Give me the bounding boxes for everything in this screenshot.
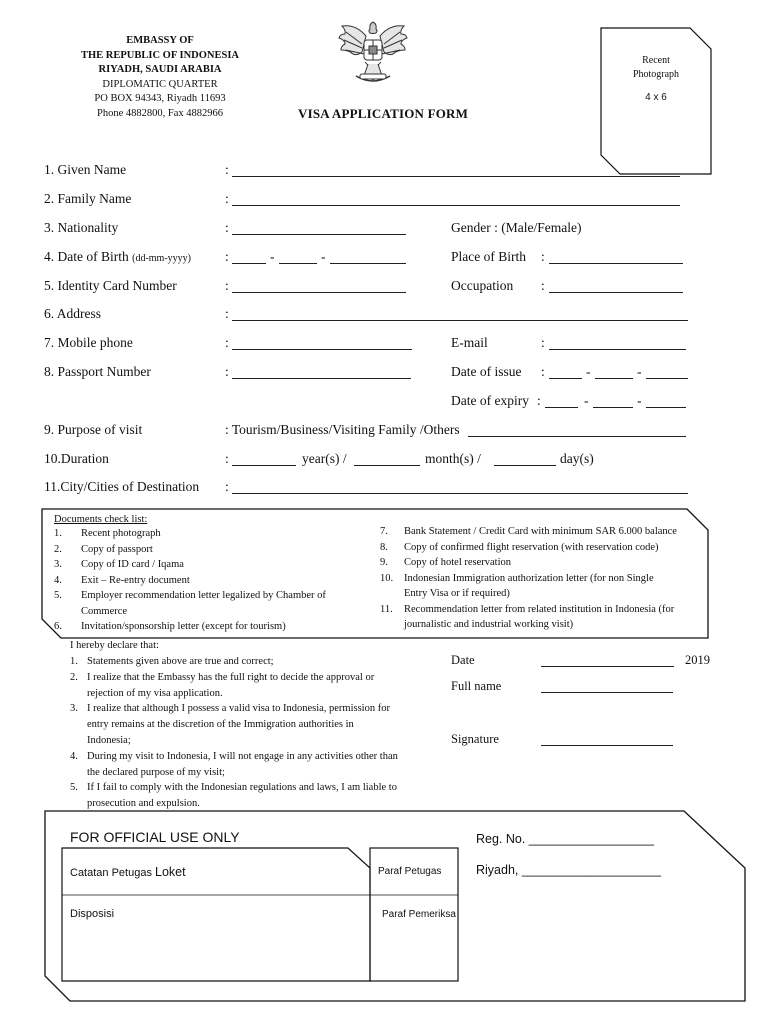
docs-item-text: Recent photograph <box>81 528 161 539</box>
docs-item <box>54 542 374 558</box>
label-gender: Gender : (Male/Female) <box>451 220 582 235</box>
docs-item-num: 11. <box>380 603 393 615</box>
duration-months-field[interactable] <box>354 465 420 466</box>
label-family-name: 2. Family Name <box>44 191 132 206</box>
docs-item-num: 4. <box>54 574 62 586</box>
docs-item-text: Commerce <box>81 605 128 617</box>
occupation-field[interactable] <box>549 292 683 293</box>
declaration-item <box>70 733 422 749</box>
declaration-text: entry remains at the discretion of the Immigration authorities in <box>87 719 354 731</box>
place-of-birth-field[interactable] <box>549 263 683 264</box>
docs-item-text: Copy of ID card / Iqama <box>81 559 184 570</box>
photo-label-line-2: Photograph <box>632 69 680 80</box>
declaration-num: 3. <box>70 703 78 715</box>
docs-list-left <box>54 526 374 635</box>
expiry-month-field[interactable] <box>593 407 633 408</box>
label-identity-card: 5. Identity Card Number <box>44 278 177 293</box>
declaration-text: Indonesia; <box>87 734 131 746</box>
colon: : <box>225 451 229 466</box>
issue-year-field[interactable] <box>646 378 688 379</box>
declaration-item <box>70 686 422 702</box>
photo-label-line-1: Recent <box>642 55 670 66</box>
colon: : <box>225 479 229 494</box>
label-mobile-phone: 7. Mobile phone <box>44 335 133 350</box>
passport-number-field[interactable] <box>232 378 411 379</box>
docs-item-text: Employer recommendation letter legalized by Chamber of <box>81 590 326 601</box>
months-label: month(s) / <box>425 451 481 466</box>
docs-item-num: 10. <box>380 572 394 584</box>
dash: - <box>637 364 642 379</box>
label-full-name: Full name <box>451 679 502 693</box>
label-signature: Signature <box>451 732 499 746</box>
loket-label: Loket <box>155 865 186 879</box>
years-label: year(s) / <box>302 451 347 466</box>
purpose-other-field[interactable] <box>468 436 686 437</box>
colon: : <box>225 191 229 206</box>
paraf-petugas-label: Paraf Petugas <box>378 866 442 877</box>
label-passport-number: 8. Passport Number <box>44 364 151 379</box>
colon: : <box>225 162 229 177</box>
family-name-field[interactable] <box>232 205 680 206</box>
docs-item-num: 2. <box>54 543 62 555</box>
dob-day-field[interactable] <box>232 263 266 264</box>
header-line-5: PO BOX 94343, Riyadh 11693 <box>94 93 226 104</box>
mobile-phone-field[interactable] <box>232 349 412 350</box>
colon: : <box>225 306 229 321</box>
colon: : <box>225 364 229 379</box>
city-destination-field[interactable] <box>232 493 688 494</box>
docs-item <box>54 573 374 589</box>
label-date-of-expiry: Date of expiry <box>451 393 529 408</box>
docs-item-text: Recommendation letter from related institution in Indonesia (for <box>404 603 675 615</box>
label-occupation: Occupation <box>451 278 514 293</box>
docs-item <box>54 526 374 542</box>
docs-item <box>380 617 710 633</box>
label-nationality: 3. Nationality <box>44 220 119 235</box>
declaration-text: prosecution and expulsion. <box>87 798 200 810</box>
email-field[interactable] <box>549 349 686 350</box>
declaration-text: the declared purpose of my visit; <box>87 766 225 778</box>
declaration-text: During my visit to Indonesia, I will not engage in any activities other than <box>87 750 398 762</box>
riyadh-field[interactable]: Riyadh, ____________________ <box>476 863 661 877</box>
declaration-text: rejection of my visa application. <box>87 687 223 699</box>
disposisi-label: Disposisi <box>70 908 115 920</box>
declaration-num: 2. <box>70 671 78 683</box>
duration-years-field[interactable] <box>232 465 296 466</box>
label-address: 6. Address <box>44 306 101 321</box>
date-field[interactable] <box>541 666 674 667</box>
docs-heading: Documents check list: <box>54 514 148 525</box>
dash: - <box>637 393 642 408</box>
docs-item <box>380 540 710 556</box>
docs-item <box>380 586 710 602</box>
catatan-label: Catatan Petugas <box>70 867 152 879</box>
declaration-list <box>70 654 422 812</box>
dash: - <box>586 364 591 379</box>
label-duration: 10.Duration <box>44 451 109 466</box>
dash: - <box>321 249 326 264</box>
issue-month-field[interactable] <box>595 378 633 379</box>
docs-item <box>54 619 374 635</box>
dash: - <box>584 393 589 408</box>
days-label: day(s) <box>560 451 594 466</box>
docs-item <box>380 571 710 587</box>
docs-item-text: Copy of passport <box>81 543 153 555</box>
docs-item-text: Entry Visa or if required) <box>404 588 510 599</box>
docs-item-num: 3. <box>54 559 62 570</box>
docs-item-num: 7. <box>380 526 388 537</box>
dob-label: 4. Date of Birth <box>44 249 129 264</box>
dob-month-field[interactable] <box>279 263 317 264</box>
declaration-intro: I hereby declare that: <box>70 640 159 651</box>
docs-item-num: 8. <box>380 541 388 553</box>
docs-item-text: journalistic and industrial working visit) <box>404 619 574 630</box>
photo-label <box>600 54 712 82</box>
declaration-item <box>70 670 422 686</box>
declaration-num: 4. <box>70 750 78 762</box>
label-purpose-of-visit: 9. Purpose of visit <box>44 422 143 437</box>
docs-item-num: 5. <box>54 590 62 601</box>
docs-item-text: Bank Statement / Credit Card with minimum SAR 6.000 balance <box>404 526 677 537</box>
declaration-num: 5. <box>70 782 78 794</box>
declaration-item <box>70 749 422 765</box>
docs-item <box>380 524 710 540</box>
declaration-item <box>70 654 422 670</box>
embassy-header <box>40 34 280 121</box>
declaration-text: If I fail to comply with the Indonesian regulations and laws, I am liable to <box>87 782 397 794</box>
issue-day-field[interactable] <box>549 378 582 379</box>
declaration-text: Statements given above are true and correct; <box>87 656 274 667</box>
declaration-text: I realize that the Embassy has the full right to decide the approval or <box>87 671 375 683</box>
colon: : <box>225 249 229 264</box>
duration-days-field[interactable] <box>494 465 556 466</box>
declaration-item <box>70 717 422 733</box>
label-date: Date <box>451 653 475 667</box>
colon: : <box>541 364 545 379</box>
year-label: 2019 <box>685 653 710 667</box>
docs-item <box>54 557 374 573</box>
dash: - <box>270 249 275 264</box>
label-date-of-birth <box>44 249 191 265</box>
colon: : <box>225 278 229 293</box>
docs-item-num: 1. <box>54 528 62 539</box>
dob-format: (dd-mm-yyyy) <box>132 253 191 264</box>
label-city-destination: 11.City/Cities of Destination <box>44 479 200 494</box>
identity-card-field[interactable] <box>232 292 406 293</box>
label-date-of-issue: Date of issue <box>451 364 522 379</box>
given-name-field[interactable] <box>232 176 680 177</box>
header-line-4: DIPLOMATIC QUARTER <box>102 78 218 90</box>
expiry-year-field[interactable] <box>646 407 686 408</box>
header-line-6: Phone 4882800, Fax 4882966 <box>97 107 223 119</box>
docs-item-num: 6. <box>54 621 62 632</box>
declaration-item <box>70 765 422 781</box>
docs-item-num: 9. <box>380 557 388 568</box>
dob-year-field[interactable] <box>330 263 406 264</box>
official-use-title: FOR OFFICIAL USE ONLY <box>70 829 240 845</box>
garuda-emblem-icon <box>338 18 408 90</box>
docs-item-text: Exit – Re-entry document <box>81 574 190 586</box>
label-place-of-birth: Place of Birth <box>451 249 526 264</box>
colon: : <box>537 393 541 408</box>
docs-item <box>54 588 374 604</box>
full-name-field[interactable] <box>541 692 673 693</box>
declaration-num: 1. <box>70 656 78 667</box>
colon: : <box>541 335 545 350</box>
docs-item-text: Copy of confirmed flight reservation (with reservation code) <box>404 541 659 553</box>
expiry-day-field[interactable] <box>545 407 578 408</box>
nationality-field[interactable] <box>232 234 406 235</box>
docs-item-text: Invitation/sponsorship letter (except for tourism) <box>81 621 286 632</box>
declaration-item <box>70 701 422 717</box>
colon: : <box>541 278 545 293</box>
signature-field[interactable] <box>541 745 673 746</box>
photo-size: 4 x 6 <box>645 92 667 103</box>
header-line-3: RIYADH, SAUDI ARABIA <box>98 64 222 75</box>
reg-no-field[interactable]: Reg. No. __________________ <box>476 832 654 846</box>
docs-list-right <box>380 524 710 633</box>
colon: : <box>225 335 229 350</box>
paraf-pemeriksa-label: Paraf Pemeriksa <box>382 909 456 920</box>
declaration-item <box>70 780 422 796</box>
address-field[interactable] <box>232 320 688 321</box>
colon: : <box>541 249 545 264</box>
docs-item <box>380 602 710 618</box>
header-line-2: THE REPUBLIC OF INDONESIA <box>80 49 239 61</box>
declaration-text: I realize that although I possess a valid visa to Indonesia, permission for <box>87 703 390 715</box>
label-email: E-mail <box>451 335 488 350</box>
docs-item-text: Indonesian Immigration authorization letter (for non Single <box>404 572 654 584</box>
catatan-petugas-label <box>70 865 186 879</box>
form-title: VISA APPLICATION FORM <box>298 106 469 121</box>
label-given-name: 1. Given Name <box>44 162 127 177</box>
docs-item-text: Copy of hotel reservation <box>404 557 512 568</box>
docs-item <box>54 604 374 620</box>
docs-item <box>380 555 710 571</box>
colon: : <box>225 220 229 235</box>
header-line-1: EMBASSY OF <box>126 35 194 46</box>
purpose-options: : Tourism/Business/Visiting Family /Others <box>225 422 460 437</box>
